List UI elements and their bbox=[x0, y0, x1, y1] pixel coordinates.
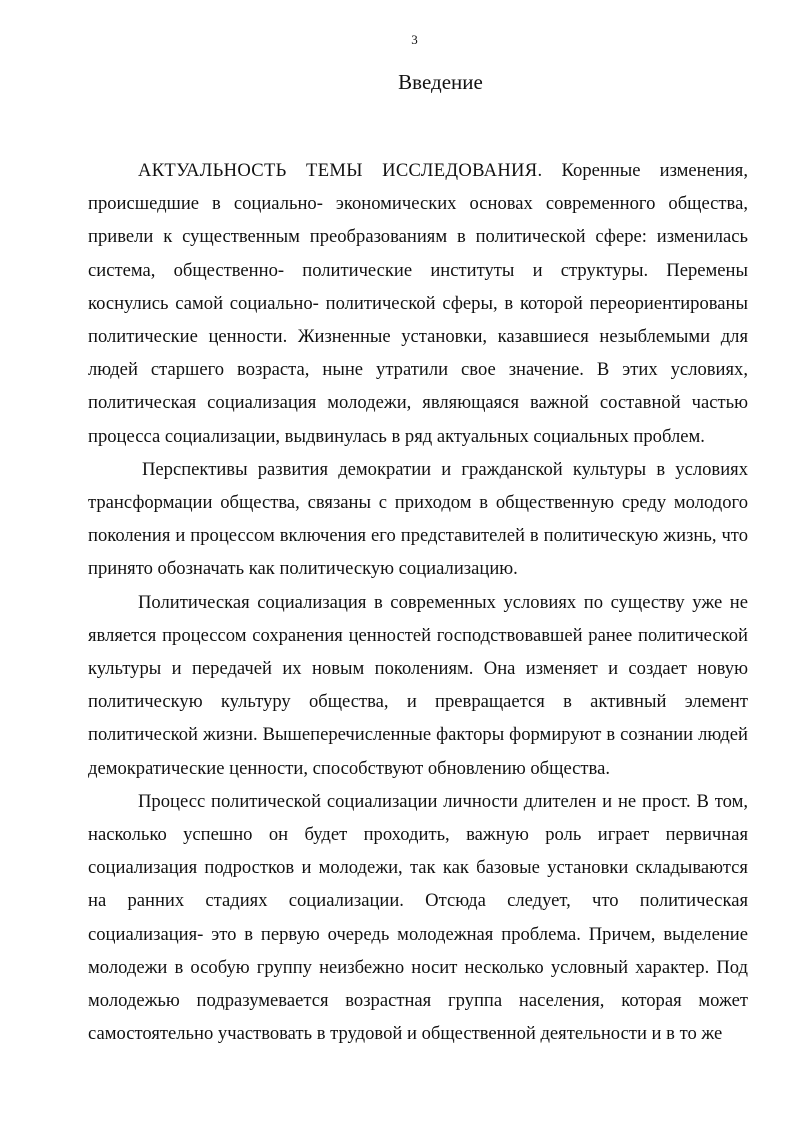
paragraph-3: Политическая социализация в современных условиях по существу уже не является процессом сохранения ценностей господствовавшей ранее политической культуры и передачей их новым поколениям. Она изменяет и создает новую политическую культуру общества, и превращается в активный элемент политической жизни. Вышеперечисленные факторы формируют в сознании людей демократические ценности, способствуют обновлению общества. bbox=[88, 591, 748, 779]
paragraph-1-text: Коренные изменения, происшедшие в социально- экономических основах современного общества, привели к существенным преобразованиям в политической сфере: изменилась система, общественно- политические институты и структуры. Перемены коснулись самой социально- политической сферы, в которой переориентированы политические ценности. Жизненные установки, казавшиеся незыблемыми для людей старшего возраста, ныне утратили свое значение. В этих условиях, политическая социализация молодежи, являющаяся важной составной частью процесса социализации, выдвинулась в ряд актуальных социальных проблем. bbox=[88, 160, 748, 447]
paragraph-1 bbox=[88, 154, 748, 453]
section-title: Введение bbox=[398, 70, 483, 94]
relevance-heading: АКТУАЛЬНОСТЬ ТЕМЫ ИССЛЕДОВАНИЯ. bbox=[138, 160, 543, 181]
paragraph-4: Процесс политической социализации личности длителен и не прост. В том, насколько успешно он будет проходить, важную роль играет первичная социализация подростков и молодежи, так как базовые установки складываются на ранних стадиях социализации. Отсюда следует, что политическая социализация- это в первую очередь молодежная проблема. Причем, выделение молодежи в особую группу неизбежно носит несколько условный характер. Под молодежью подразумевается возрастная группа населения, которая может самостоятельно участвовать в трудовой и общественной деятельности и в то же bbox=[88, 790, 748, 1045]
paragraph-2: Перспективы развития демократии и гражданской культуры в условиях трансформации общества, связаны с приходом в общественную среду молодого поколения и процессом включения его представителей в политическую жизнь, что принято обозначать как политическую социализацию. bbox=[88, 458, 748, 580]
body-text bbox=[88, 154, 748, 1050]
page-number: 3 bbox=[411, 32, 418, 47]
